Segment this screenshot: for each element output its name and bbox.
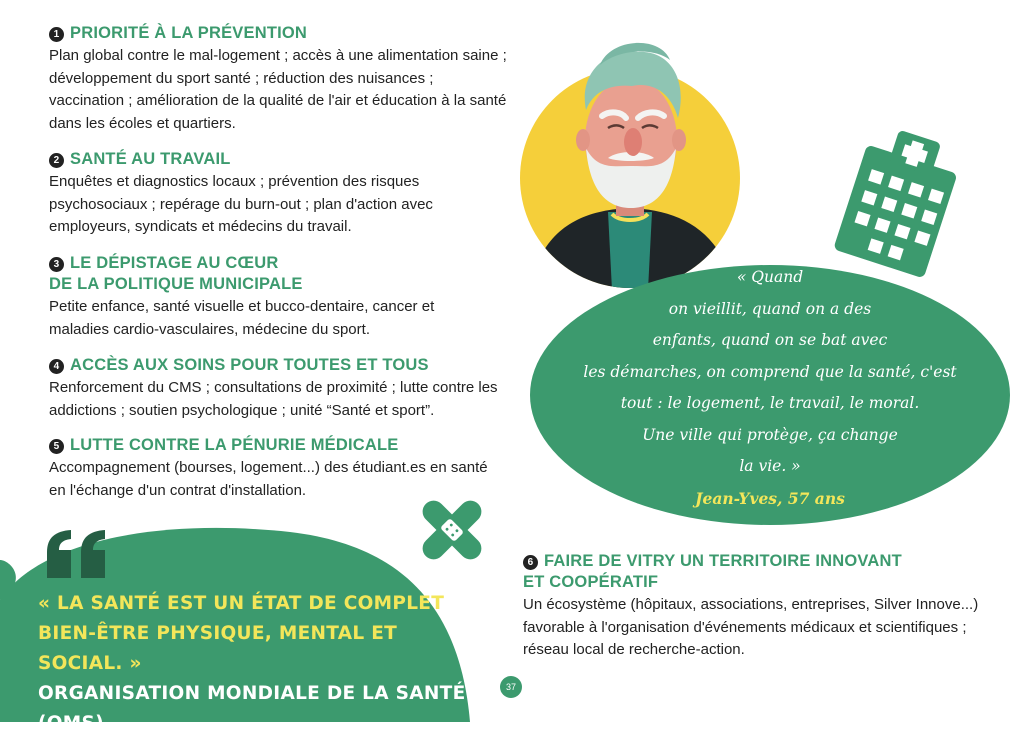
page-number: 37 xyxy=(500,676,522,698)
testimonial xyxy=(555,262,985,514)
section-2-body: Enquêtes et diagnostics locaux ; prévention des risques psychosociaux ; repérage du burn-out ; plan d'action avec employeurs, syndicats et médecins du travail. xyxy=(49,173,433,235)
section-2-title: 2 SANTÉ AU TRAVAIL xyxy=(49,149,489,170)
section-3-title: 3 LE DÉPISTAGE AU CŒUR DE LA POLITIQUE MUNICIPALE xyxy=(49,254,303,293)
testimonial-line: tout : le logement, le travail, le moral. xyxy=(620,394,920,412)
who-quote-line1: « LA SANTÉ EST UN ÉTAT DE COMPLET xyxy=(38,593,445,614)
section-4-title: 4 ACCÈS AUX SOINS POUR TOUTES ET TOUS xyxy=(49,355,509,376)
section-5-title: 5 LUTTE CONTRE LA PÉNURIE MÉDICALE xyxy=(49,435,489,456)
section-4-body: Renforcement du CMS ; consultations de proximité ; lutte contre les addictions ; soutien psychologique ; unité “Santé et sport”. xyxy=(49,379,498,419)
section-1-title: 1 PRIORITÉ À LA PRÉVENTION xyxy=(49,23,509,44)
who-quote-line2: BIEN-ÊTRE PHYSIQUE, MENTAL ET SOCIAL. » xyxy=(38,623,398,674)
testimonial-line: « Quand xyxy=(736,268,804,286)
who-quote-source: ORGANISATION MONDIALE DE LA SANTÉ (OMS) xyxy=(38,683,466,734)
testimonial-author: Jean-Yves, 57 ans xyxy=(695,488,845,508)
section-5-body: Accompagnement (bourses, logement...) des étudiant.es en santé en l'échange d'un contrat d'installation. xyxy=(49,459,488,499)
testimonial-line: Une ville qui protège, ça change xyxy=(642,425,898,444)
section-6 xyxy=(523,551,983,662)
section-6-body: Un écosystème (hôpitaux, associations, entreprises, Silver Innove...) favorable à l'organisation d'événements médicaux et scientifiques ; réseau local de recherche-action. xyxy=(523,596,979,658)
testimonial-line: on vieillit, quand on a des xyxy=(668,299,872,318)
testimonial-line: enfants, quand on se bat avec xyxy=(652,331,888,349)
section-1-body: Plan global contre le mal-logement ; accès à une alimentation saine ; développement du sport santé ; réduction des nuisances ; vaccination ; amélioration de la qualité de l'air et éducation à la santé dans les écoles et quartiers. xyxy=(49,47,507,132)
section-6-title: 6 FAIRE DE VITRY UN TERRITOIRE INNOVANT ET COOPÉRATIF xyxy=(523,552,902,591)
testimonial-line: la vie. » xyxy=(739,457,801,475)
section-3-body: Petite enfance, santé visuelle et bucco-dentaire, cancer et maladies cardio-vasculaires, médecine du sport. xyxy=(49,298,435,338)
testimonial-line: les démarches, on comprend que la santé, c'est xyxy=(583,362,957,381)
